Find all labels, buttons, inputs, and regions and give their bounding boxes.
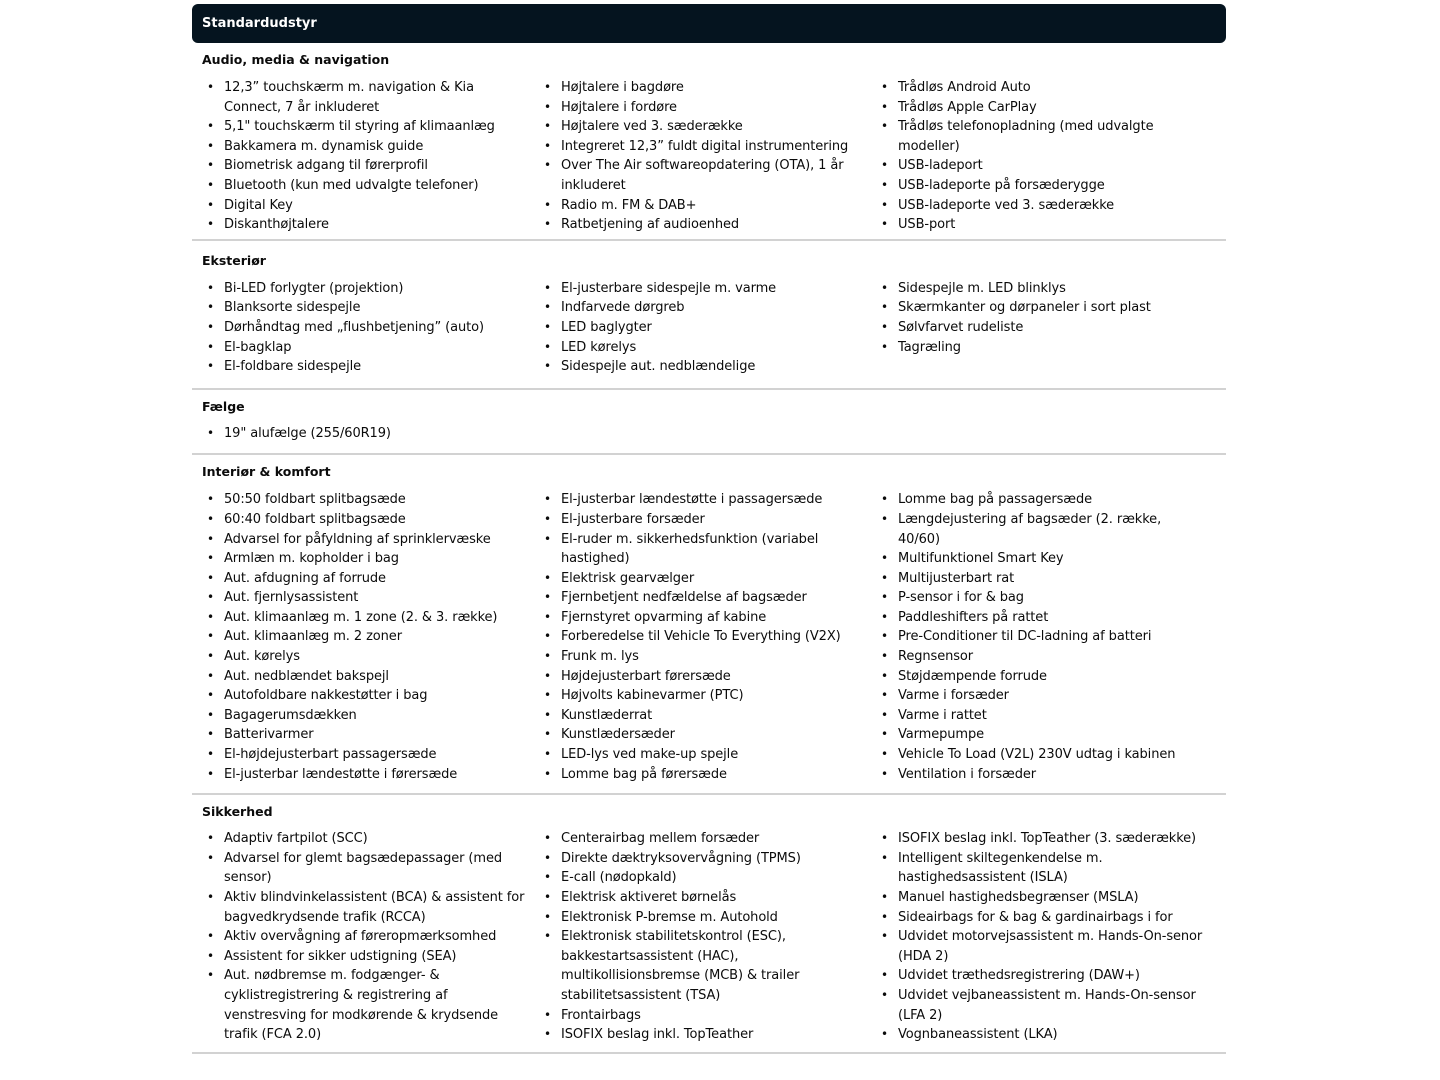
feature-item: • Udvidet motorvejsassistent m. Hands-On-senor (HDA 2) bbox=[878, 927, 1203, 966]
feature-list bbox=[192, 424, 529, 444]
feature-item: • Sølvfarvet rudeliste bbox=[878, 318, 1203, 338]
feature-item: • Aut. klimaanlæg m. 2 zoner bbox=[204, 627, 529, 647]
feature-item: • Fjernbetjent nedfældelse af bagsæder bbox=[541, 588, 866, 608]
feature-item: • El-bagklap bbox=[204, 338, 529, 358]
section-interior-comfort bbox=[192, 455, 1226, 795]
feature-item: • 50:50 foldbart splitbagsæde bbox=[204, 490, 529, 510]
feature-list bbox=[529, 78, 866, 235]
feature-list bbox=[192, 78, 529, 235]
feature-item: • Elektrisk aktiveret børnelås bbox=[541, 888, 866, 908]
feature-item: • Aut. fjernlysassistent bbox=[204, 588, 529, 608]
feature-column-2 bbox=[529, 829, 866, 1045]
feature-item: • Aut. kørelys bbox=[204, 647, 529, 667]
feature-column-2 bbox=[529, 78, 866, 235]
feature-item: • Højvolts kabinevarmer (PTC) bbox=[541, 686, 866, 706]
feature-item: • Fjernstyret opvarming af kabine bbox=[541, 608, 866, 628]
section-title-safety: Sikkerhed bbox=[202, 804, 273, 820]
feature-list bbox=[192, 829, 529, 1045]
feature-item: • Paddleshifters på rattet bbox=[878, 608, 1203, 628]
feature-column-1 bbox=[192, 78, 529, 235]
feature-item: • Radio m. FM & DAB+ bbox=[541, 196, 866, 216]
feature-item: • Indfarvede dørgreb bbox=[541, 298, 866, 318]
feature-item: • Aut. klimaanlæg m. 1 zone (2. & 3. række) bbox=[204, 608, 529, 628]
feature-item: • El-justerbare forsæder bbox=[541, 510, 866, 530]
feature-item: • Aktiv blindvinkelassistent (BCA) & assistent for bagvedkrydsende trafik (RCCA) bbox=[204, 888, 529, 927]
feature-item: • Lomme bag på førersæde bbox=[541, 765, 866, 785]
feature-list bbox=[866, 279, 1203, 357]
feature-item: • El-justerbare sidespejle m. varme bbox=[541, 279, 866, 299]
feature-item: • Manuel hastighedsbegrænser (MSLA) bbox=[878, 888, 1203, 908]
feature-list bbox=[866, 78, 1203, 235]
feature-item: • Blanksorte sidespejle bbox=[204, 298, 529, 318]
feature-columns bbox=[192, 490, 1226, 784]
feature-item: • Varme i rattet bbox=[878, 706, 1203, 726]
section-title-audio: Audio, media & navigation bbox=[202, 52, 390, 67]
feature-item: • LED-lys ved make-up spejle bbox=[541, 745, 866, 765]
feature-item: • Armlæn m. kopholder i bag bbox=[204, 549, 529, 569]
feature-list bbox=[866, 829, 1203, 1045]
feature-item: • 12,3” touchskærm m. navigation & Kia Connect, 7 år inkluderet bbox=[204, 78, 529, 117]
feature-item: • ISOFIX beslag inkl. TopTeather (3. sæderække) bbox=[878, 829, 1203, 849]
feature-item: • P-sensor i for & bag bbox=[878, 588, 1203, 608]
feature-item: • Intelligent skiltegenkendelse m. hastighedsassistent (ISLA) bbox=[878, 849, 1203, 888]
feature-item: • Varmepumpe bbox=[878, 725, 1203, 745]
feature-item: • Adaptiv fartpilot (SCC) bbox=[204, 829, 529, 849]
feature-item: • LED baglygter bbox=[541, 318, 866, 338]
feature-item: • E-call (nødopkald) bbox=[541, 868, 866, 888]
feature-item: • Biometrisk adgang til førerprofil bbox=[204, 156, 529, 176]
feature-item: • Elektronisk P-bremse m. Autohold bbox=[541, 908, 866, 928]
feature-item: • Aut. nedblændet bakspejl bbox=[204, 667, 529, 687]
feature-item: • El-ruder m. sikkerhedsfunktion (variabel hastighed) bbox=[541, 530, 866, 569]
feature-item: • Højtalere i bagdøre bbox=[541, 78, 866, 98]
feature-item: • Aut. nødbremse m. fodgænger- & cyklistregistrering & registrering af venstresving for modkørende & krydsende trafik (FCA 2.0) bbox=[204, 966, 529, 1044]
feature-item: • Udvidet vejbaneassistent m. Hands-On-sensor (LFA 2) bbox=[878, 986, 1203, 1025]
feature-item: • Trådløs Android Auto bbox=[878, 78, 1203, 98]
section-title-wheels: Fælge bbox=[202, 398, 245, 414]
feature-item: • Ventilation i forsæder bbox=[878, 765, 1203, 785]
feature-item: • Direkte dæktryksovervågning (TPMS) bbox=[541, 849, 866, 869]
feature-item: • Centerairbag mellem forsæder bbox=[541, 829, 866, 849]
section-title-exterior: Eksteriør bbox=[202, 252, 266, 268]
feature-item: • Skærmkanter og dørpaneler i sort plast bbox=[878, 298, 1203, 318]
feature-item: • Bi-LED forlygter (projektion) bbox=[204, 279, 529, 299]
feature-item: • Tagræling bbox=[878, 338, 1203, 358]
section-exterior bbox=[192, 241, 1226, 390]
feature-item: • Bakkamera m. dynamisk guide bbox=[204, 137, 529, 157]
feature-item: • Advarsel for påfyldning af sprinklervæske bbox=[204, 530, 529, 550]
feature-item: • Digital Key bbox=[204, 196, 529, 216]
feature-item: • Vehicle To Load (V2L) 230V udtag i kabinen bbox=[878, 745, 1203, 765]
feature-item: • USB-port bbox=[878, 215, 1203, 235]
feature-list bbox=[866, 490, 1203, 784]
feature-item: • Pre-Conditioner til DC-ladning af batteri bbox=[878, 627, 1203, 647]
feature-item: • El-foldbare sidespejle bbox=[204, 357, 529, 377]
feature-column-3 bbox=[866, 490, 1203, 784]
feature-item: • USB-ladeporte ved 3. sæderække bbox=[878, 196, 1203, 216]
feature-item: • Dørhåndtag med „flushbetjening” (auto) bbox=[204, 318, 529, 338]
feature-list bbox=[529, 829, 866, 1045]
feature-list bbox=[192, 279, 529, 377]
feature-column-2 bbox=[529, 424, 866, 444]
feature-item: • Regnsensor bbox=[878, 647, 1203, 667]
feature-item: • Frunk m. lys bbox=[541, 647, 866, 667]
feature-columns bbox=[192, 78, 1226, 235]
header-title: Standardudstyr bbox=[202, 16, 317, 31]
feature-item: • El-justerbar lændestøtte i passagersæde bbox=[541, 490, 866, 510]
feature-item: • Udvidet træthedsregistrering (DAW+) bbox=[878, 966, 1203, 986]
feature-item: • Forberedelse til Vehicle To Everything (V2X) bbox=[541, 627, 866, 647]
feature-item: • El-højdejusterbart passagersæde bbox=[204, 745, 529, 765]
feature-column-3 bbox=[866, 829, 1203, 1045]
feature-item: • Integreret 12,3” fuldt digital instrumentering bbox=[541, 137, 866, 157]
feature-column-2 bbox=[529, 279, 866, 377]
feature-column-2 bbox=[529, 490, 866, 784]
feature-columns bbox=[192, 279, 1226, 377]
feature-item: • LED kørelys bbox=[541, 338, 866, 358]
feature-item: • Elektrisk gearvælger bbox=[541, 569, 866, 589]
feature-item: • Højdejusterbart førersæde bbox=[541, 667, 866, 687]
sections-container bbox=[192, 43, 1226, 1054]
feature-item: • Støjdæmpende forrude bbox=[878, 667, 1203, 687]
section-safety bbox=[192, 795, 1226, 1054]
feature-column-3 bbox=[866, 424, 1203, 444]
feature-column-3 bbox=[866, 279, 1203, 377]
feature-item: • Ratbetjening af audioenhed bbox=[541, 215, 866, 235]
feature-item: • Højtalere i fordøre bbox=[541, 98, 866, 118]
feature-columns bbox=[192, 424, 1226, 444]
feature-item: • ISOFIX beslag inkl. TopTeather bbox=[541, 1025, 866, 1045]
feature-item: • 60:40 foldbart splitbagsæde bbox=[204, 510, 529, 530]
feature-item: • Diskanthøjtalere bbox=[204, 215, 529, 235]
feature-item: • USB-ladeporte på forsæderygge bbox=[878, 176, 1203, 196]
feature-item: • Kunstlæderrat bbox=[541, 706, 866, 726]
feature-list bbox=[529, 490, 866, 784]
feature-item: • Sideairbags for & bag & gardinairbags i for bbox=[878, 908, 1203, 928]
feature-column-1 bbox=[192, 424, 529, 444]
feature-column-3 bbox=[866, 78, 1203, 235]
feature-item: • Aktiv overvågning af føreropmærksomhed bbox=[204, 927, 529, 947]
feature-item: • Elektronisk stabilitetskontrol (ESC), bakkestartsassistent (HAC), multikollisionsbremse (MCB) & trailer stabilitetsassistent (TSA) bbox=[541, 927, 866, 1005]
feature-item: • Over The Air softwareopdatering (OTA), 1 år inkluderet bbox=[541, 156, 866, 195]
section-wheels bbox=[192, 390, 1226, 456]
feature-item: • Advarsel for glemt bagsædepassager (med sensor) bbox=[204, 849, 529, 888]
feature-item: • Lomme bag på passagersæde bbox=[878, 490, 1203, 510]
feature-item: • Sidespejle aut. nedblændelige bbox=[541, 357, 866, 377]
feature-item: • Multifunktionel Smart Key bbox=[878, 549, 1203, 569]
feature-list bbox=[529, 279, 866, 377]
section-audio-media-navigation bbox=[192, 43, 1226, 241]
feature-item: • Multijusterbart rat bbox=[878, 569, 1203, 589]
feature-item: • Batterivarmer bbox=[204, 725, 529, 745]
feature-column-1 bbox=[192, 829, 529, 1045]
feature-item: • 19" alufælge (255/60R19) bbox=[204, 424, 529, 444]
feature-item: • Aut. afdugning af forrude bbox=[204, 569, 529, 589]
feature-item: • Assistent for sikker udstigning (SEA) bbox=[204, 947, 529, 967]
feature-item: • Vognbaneassistent (LKA) bbox=[878, 1025, 1203, 1045]
feature-column-1 bbox=[192, 490, 529, 784]
section-title-interior: Interiør & komfort bbox=[202, 464, 331, 480]
feature-item: • Højtalere ved 3. sæderække bbox=[541, 117, 866, 137]
feature-item: • Autofoldbare nakkestøtter i bag bbox=[204, 686, 529, 706]
feature-item: • Bagagerumsdækken bbox=[204, 706, 529, 726]
feature-column-1 bbox=[192, 279, 529, 377]
feature-item: • Trådløs Apple CarPlay bbox=[878, 98, 1203, 118]
feature-item: • Længdejustering af bagsæder (2. række, 40/60) bbox=[878, 510, 1203, 549]
feature-item: • El-justerbar lændestøtte i førersæde bbox=[204, 765, 529, 785]
feature-item: • Trådløs telefonopladning (med udvalgte modeller) bbox=[878, 117, 1203, 156]
feature-item: • Varme i forsæder bbox=[878, 686, 1203, 706]
feature-list bbox=[192, 490, 529, 784]
equipment-document bbox=[192, 4, 1226, 1054]
feature-item: • Frontairbags bbox=[541, 1006, 866, 1026]
feature-item: • Sidespejle m. LED blinklys bbox=[878, 279, 1203, 299]
header-bar bbox=[192, 4, 1226, 43]
feature-item: • Bluetooth (kun med udvalgte telefoner) bbox=[204, 176, 529, 196]
feature-columns bbox=[192, 829, 1226, 1045]
feature-item: • USB-ladeport bbox=[878, 156, 1203, 176]
feature-item: • Kunstlædersæder bbox=[541, 725, 866, 745]
feature-item: • 5,1" touchskærm til styring af klimaanlæg bbox=[204, 117, 529, 137]
